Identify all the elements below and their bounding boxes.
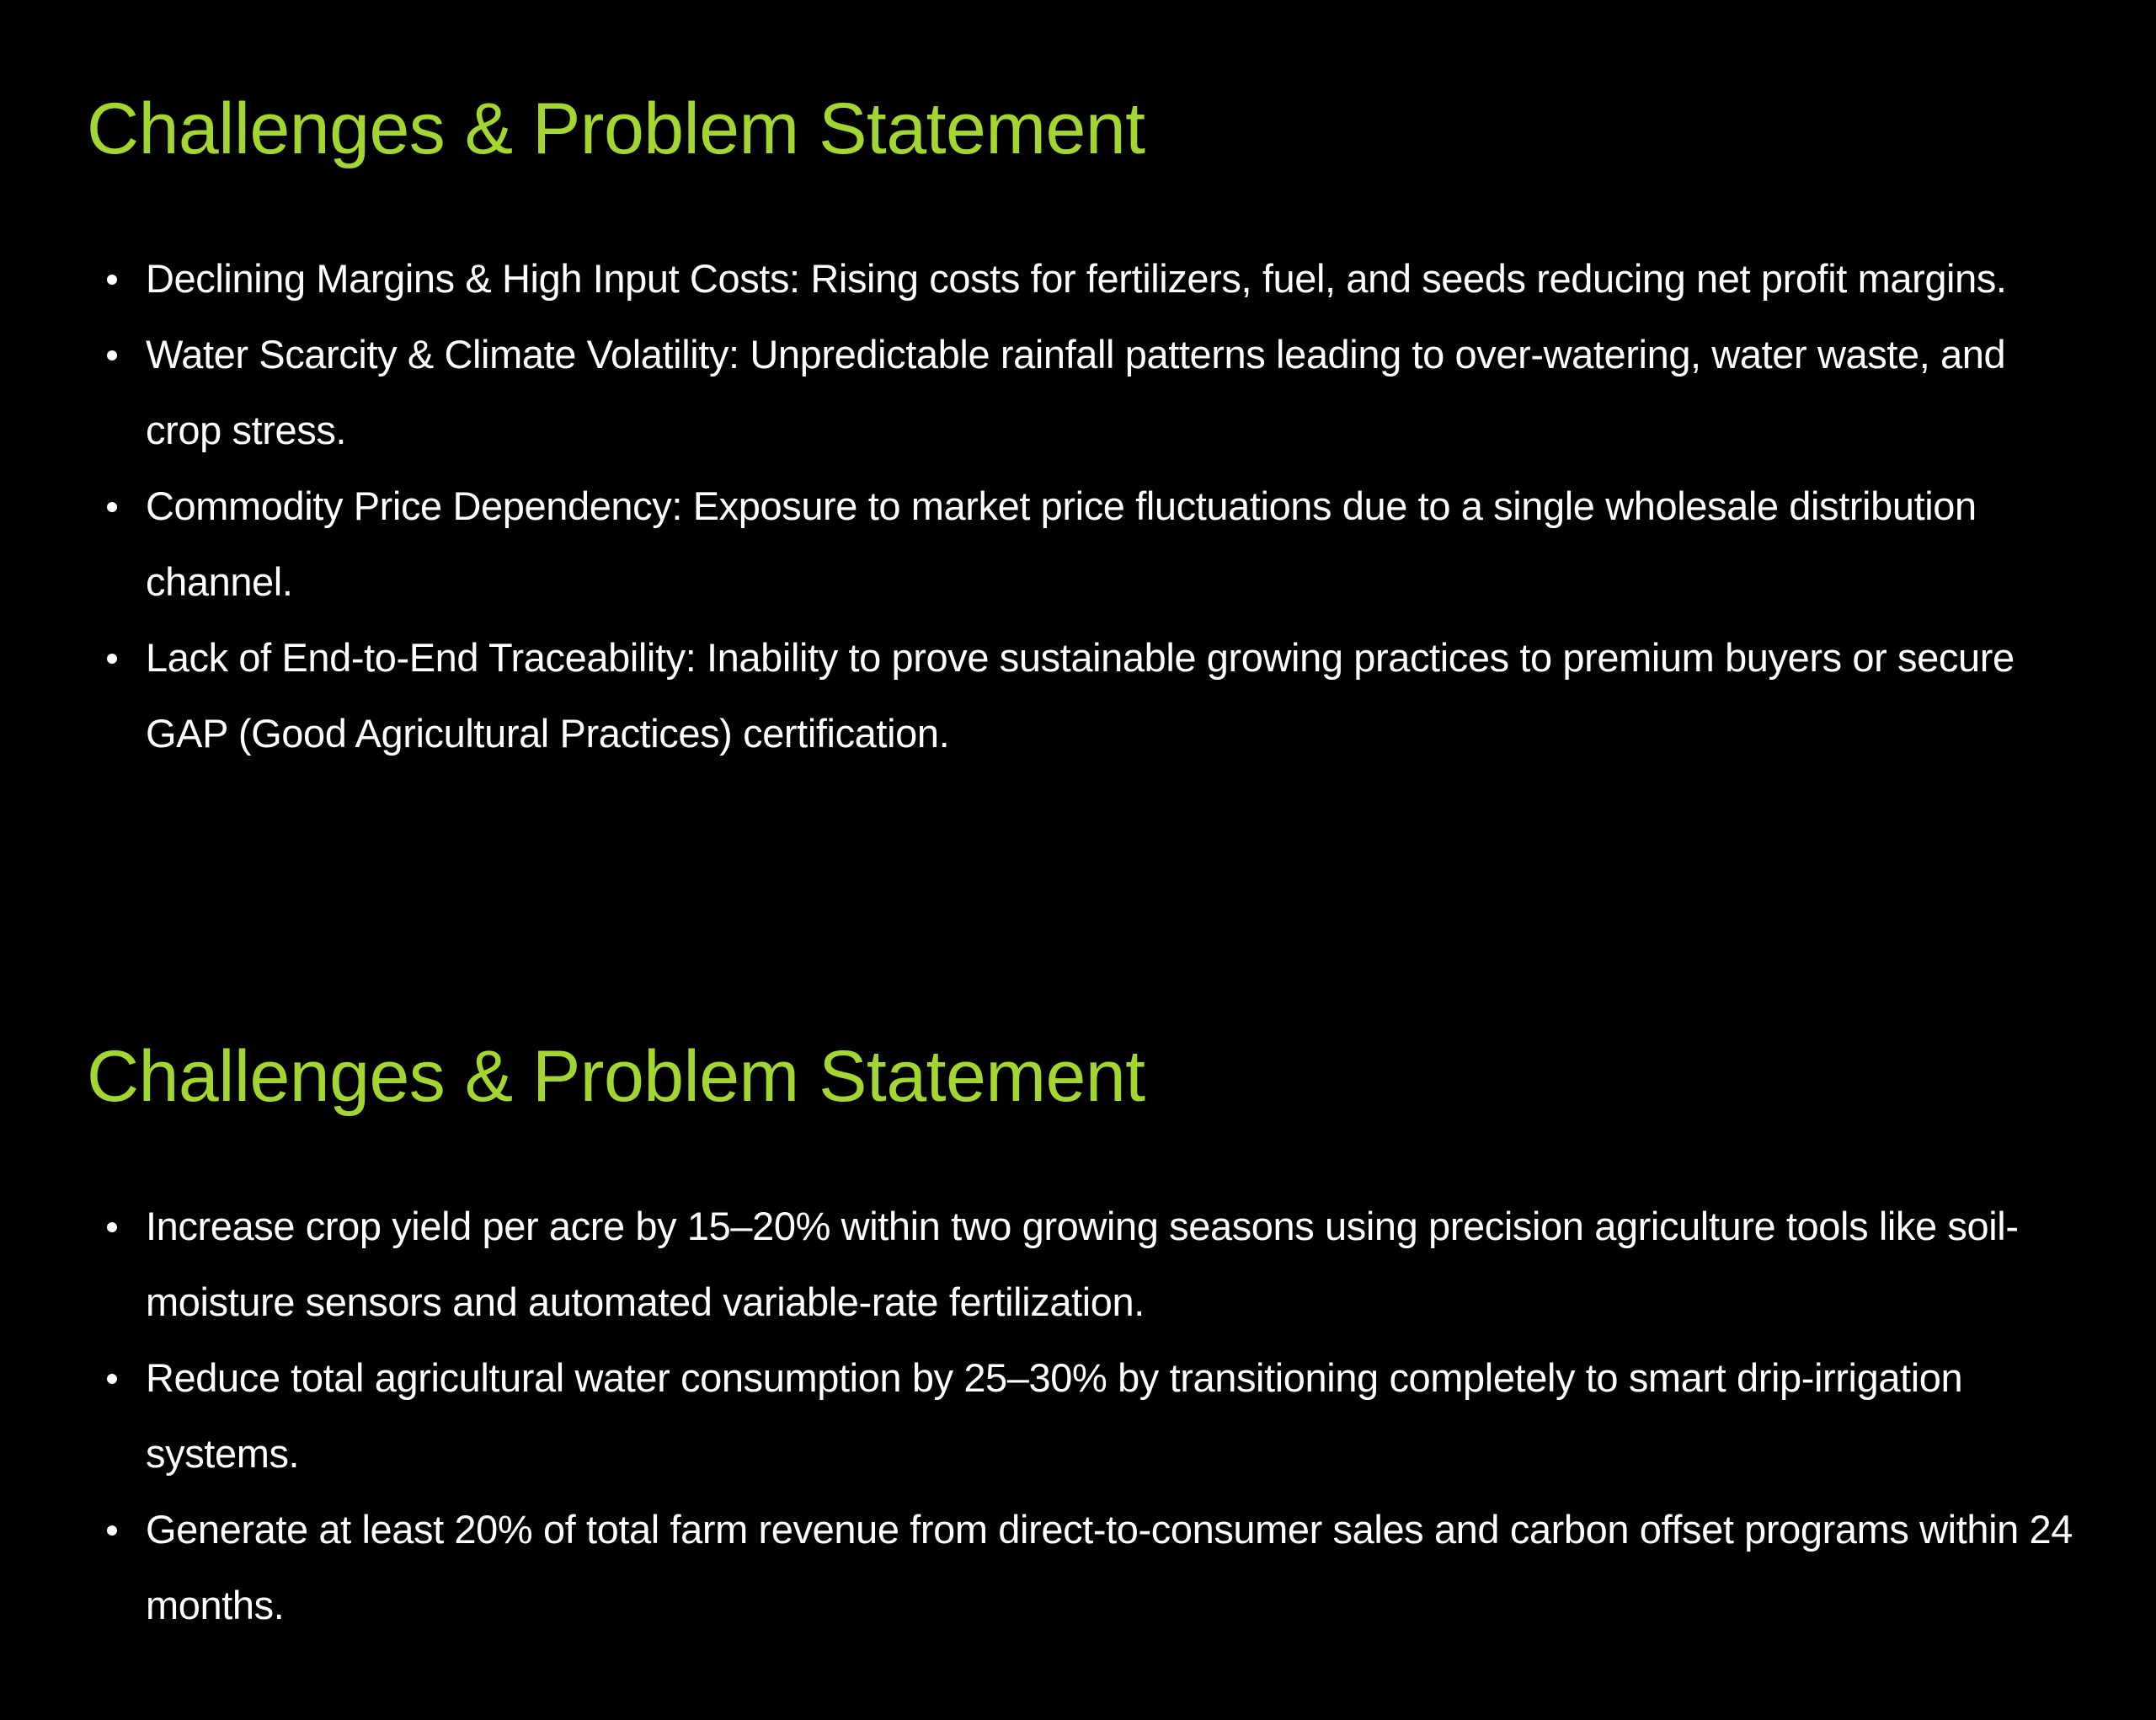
bullet-icon	[107, 1525, 117, 1536]
list-item-text: Generate at least 20% of total farm revenue from direct-to-consumer sales and carbon offset programs within 24 months.	[146, 1507, 2073, 1627]
list-item-text: Declining Margins & High Input Costs: Rising costs for fertilizers, fuel, and seeds reducing net profit margins.	[146, 256, 2007, 301]
challenges-section	[87, 0, 2074, 772]
bullet-icon	[107, 350, 117, 361]
list-item-text: Lack of End-to-End Traceability: Inability to prove sustainable growing practices to premium buyers or secure GAP (Good Agricultural Practices) certification.	[146, 635, 2015, 756]
bullet-icon	[107, 654, 117, 664]
bullet-icon	[107, 1374, 117, 1384]
list-item	[87, 1189, 2074, 1340]
list-item	[87, 468, 2074, 620]
list-item-text: Commodity Price Dependency: Exposure to market price fluctuations due to a single wholesale distribution channel.	[146, 483, 1977, 604]
bullet-icon	[107, 502, 117, 512]
goals-section	[87, 948, 2074, 1643]
list-item	[87, 620, 2074, 772]
list-item	[87, 1492, 2074, 1643]
list-item	[87, 241, 2074, 317]
bullet-list	[87, 1189, 2074, 1643]
list-item	[87, 317, 2074, 468]
bullet-icon	[107, 275, 117, 285]
bullet-list	[87, 241, 2074, 772]
list-item-text: Increase crop yield per acre by 15–20% within two growing seasons using precision agriculture tools like soil-moisture sensors and automated variable-rate fertilization.	[146, 1204, 2019, 1324]
section-heading: Challenges & Problem Statement	[87, 1036, 1145, 1117]
list-item-text: Reduce total agricultural water consumption by 25–30% by transitioning completely to smart drip-irrigation systems.	[146, 1355, 1963, 1476]
list-item	[87, 1340, 2074, 1492]
list-item-text: Water Scarcity & Climate Volatility: Unpredictable rainfall patterns leading to over-watering, water waste, and crop stress.	[146, 332, 2006, 452]
bullet-icon	[107, 1222, 117, 1232]
section-heading: Challenges & Problem Statement	[87, 88, 1145, 169]
